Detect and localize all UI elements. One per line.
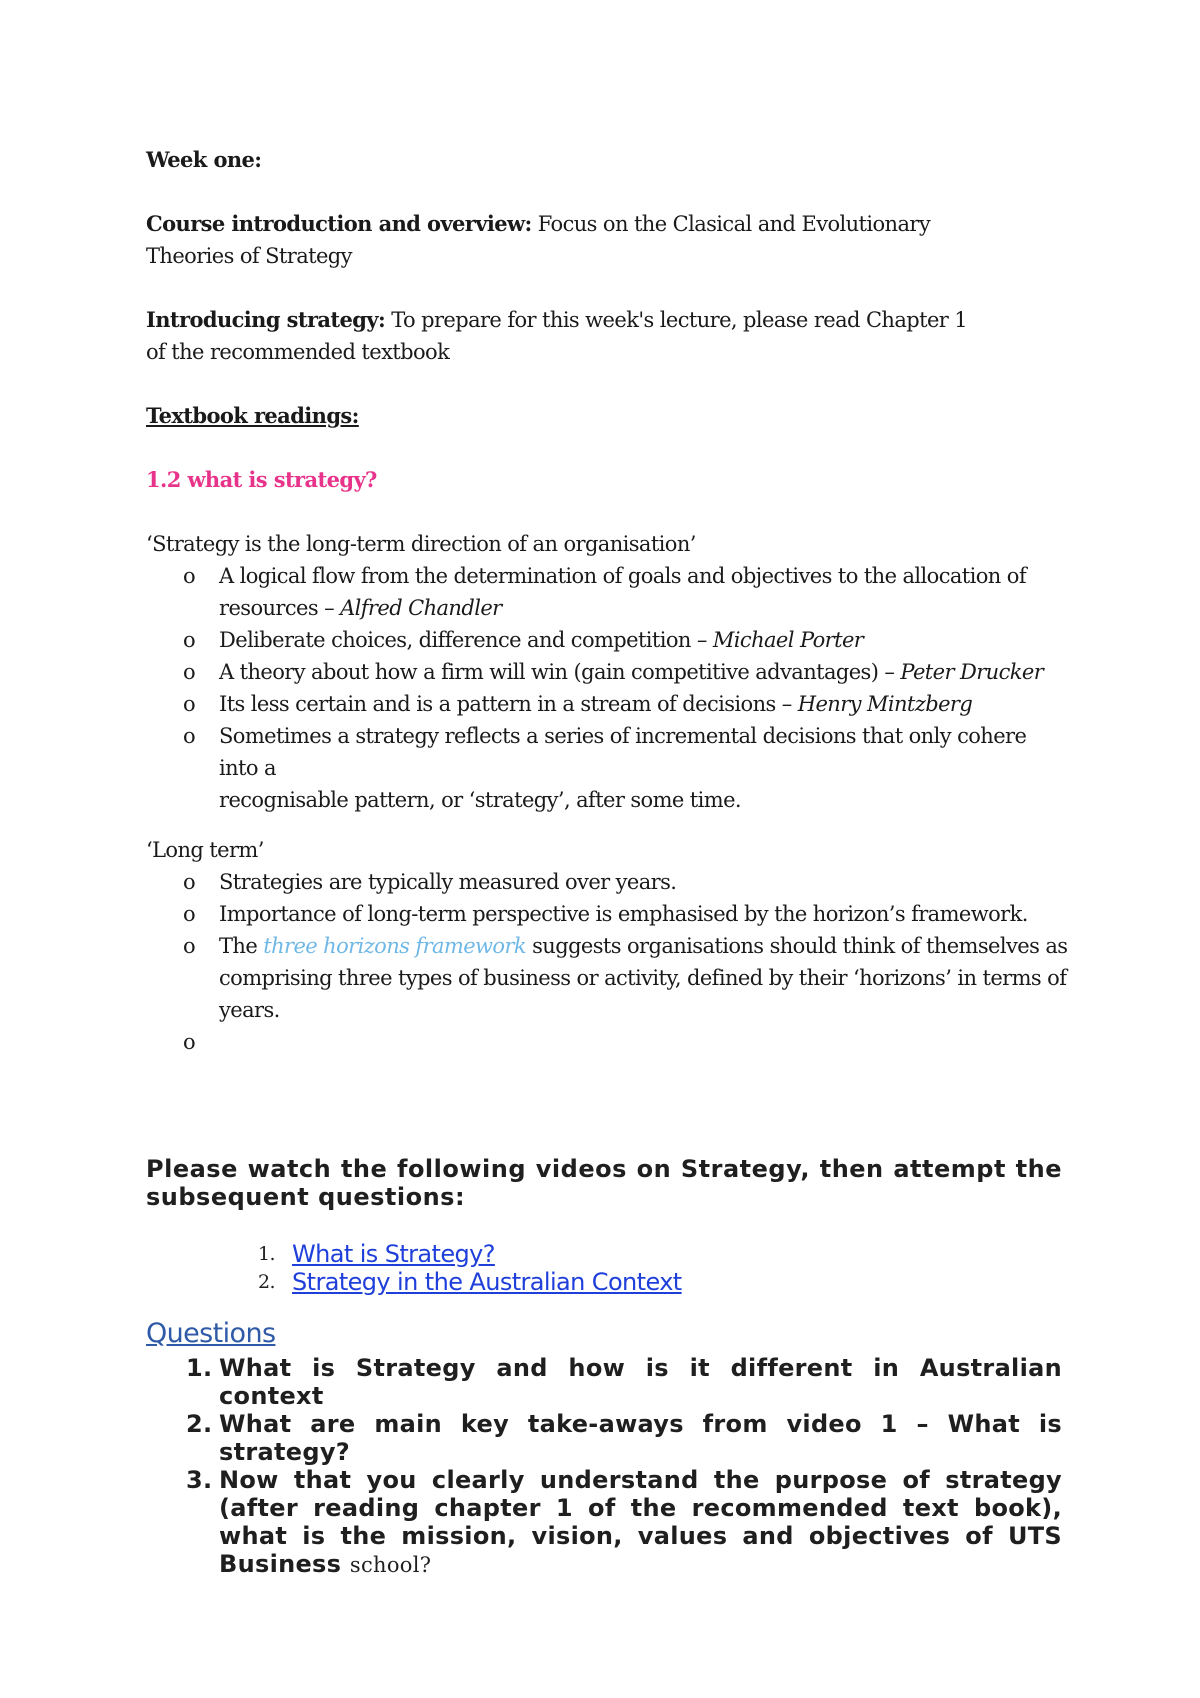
author-name: Henry Mintzberg xyxy=(797,692,973,716)
video-links-list xyxy=(146,1240,1066,1296)
list-item: 1. What is Strategy and how is it different in Australian context xyxy=(186,1354,1062,1410)
long-term-quote: ‘Long term’ xyxy=(146,838,264,862)
bullet-icon: o xyxy=(183,1030,196,1054)
bullet-icon: o xyxy=(183,934,196,958)
bullet-icon: o xyxy=(183,660,196,684)
bullet-icon: o xyxy=(183,564,196,588)
watch-instructions: Please watch the following videos on Strategy, then attempt the subsequent questions: xyxy=(146,1155,1062,1211)
definition-quote: ‘Strategy is the long-term direction of an organisation’ xyxy=(146,532,696,556)
course-intro-text: Focus on the Clasical and Evolutionary xyxy=(531,212,931,236)
author-name: Peter Drucker xyxy=(900,660,1044,684)
section-heading: 1.2 what is strategy? xyxy=(146,467,377,492)
questions-heading: Questions xyxy=(146,1318,276,1349)
list-item: o Importance of long-term perspective is emphasised by the horizon’s framework. xyxy=(146,898,1069,930)
introducing-text: To prepare for this week's lecture, please read Chapter 1 xyxy=(385,308,968,332)
bullet-icon: o xyxy=(183,692,196,716)
list-item: o A theory about how a firm will win (gain competitive advantages) – Peter Drucker xyxy=(146,656,1069,688)
list-item: o Deliberate choices, difference and competition – Michael Porter xyxy=(146,624,1069,656)
bullet-icon: o xyxy=(183,724,196,748)
list-item: 1. What is Strategy? xyxy=(258,1240,495,1268)
author-name: Alfred Chandler xyxy=(340,596,502,620)
list-item: 3. Now that you clearly understand the purpose of strategy (after reading chapter 1 of the recommended text book), what is the mission, vision, values and objectives of UTS Business school? xyxy=(186,1466,1062,1578)
week-heading: Week one: xyxy=(146,147,262,172)
course-intro-text-line2: Theories of Strategy xyxy=(146,244,352,268)
list-item: o The three horizons framework suggests organisations should think of themselves as comprising three types of business or activity, defined by their ‘horizons’ in terms of years. xyxy=(146,930,1069,1026)
list-item xyxy=(146,1026,1069,1058)
author-name: Michael Porter xyxy=(712,628,864,652)
definitions-list xyxy=(146,560,1066,816)
bullet-icon: o xyxy=(183,870,196,894)
list-item: o A logical flow from the determination of goals and objectives to the allocation of resources – Alfred Chandler xyxy=(146,560,1069,624)
video-link-australian-context[interactable]: Strategy in the Australian Context xyxy=(292,1268,682,1296)
bullet-icon: o xyxy=(183,902,196,926)
introducing-text-line2: of the recommended textbook xyxy=(146,340,450,364)
list-item: o Its less certain and is a pattern in a stream of decisions – Henry Mintzberg xyxy=(146,688,1069,720)
video-link-what-is-strategy[interactable]: What is Strategy? xyxy=(292,1240,495,1268)
three-horizons-link[interactable]: three horizons framework xyxy=(263,934,527,958)
textbook-readings-heading: Textbook readings: xyxy=(146,403,359,428)
introducing-strategy-paragraph xyxy=(146,304,1066,368)
long-term-list xyxy=(146,866,1066,1058)
questions-list xyxy=(146,1354,1066,1579)
list-item: 2. What are main key take-aways from video 1 – What is strategy? xyxy=(186,1410,1062,1466)
course-intro-paragraph xyxy=(146,208,1066,272)
course-intro-label: Course introduction and overview: xyxy=(146,211,532,236)
list-item: o Strategies are typically measured over years. xyxy=(146,866,1069,898)
bullet-icon: o xyxy=(183,628,196,652)
list-item: 2. Strategy in the Australian Context xyxy=(258,1268,682,1296)
introducing-label: Introducing strategy: xyxy=(146,307,386,332)
list-item: o Sometimes a strategy reflects a series of incremental decisions that only cohere into a recognisable pattern, or ‘strategy’, after some time. xyxy=(146,720,1069,816)
